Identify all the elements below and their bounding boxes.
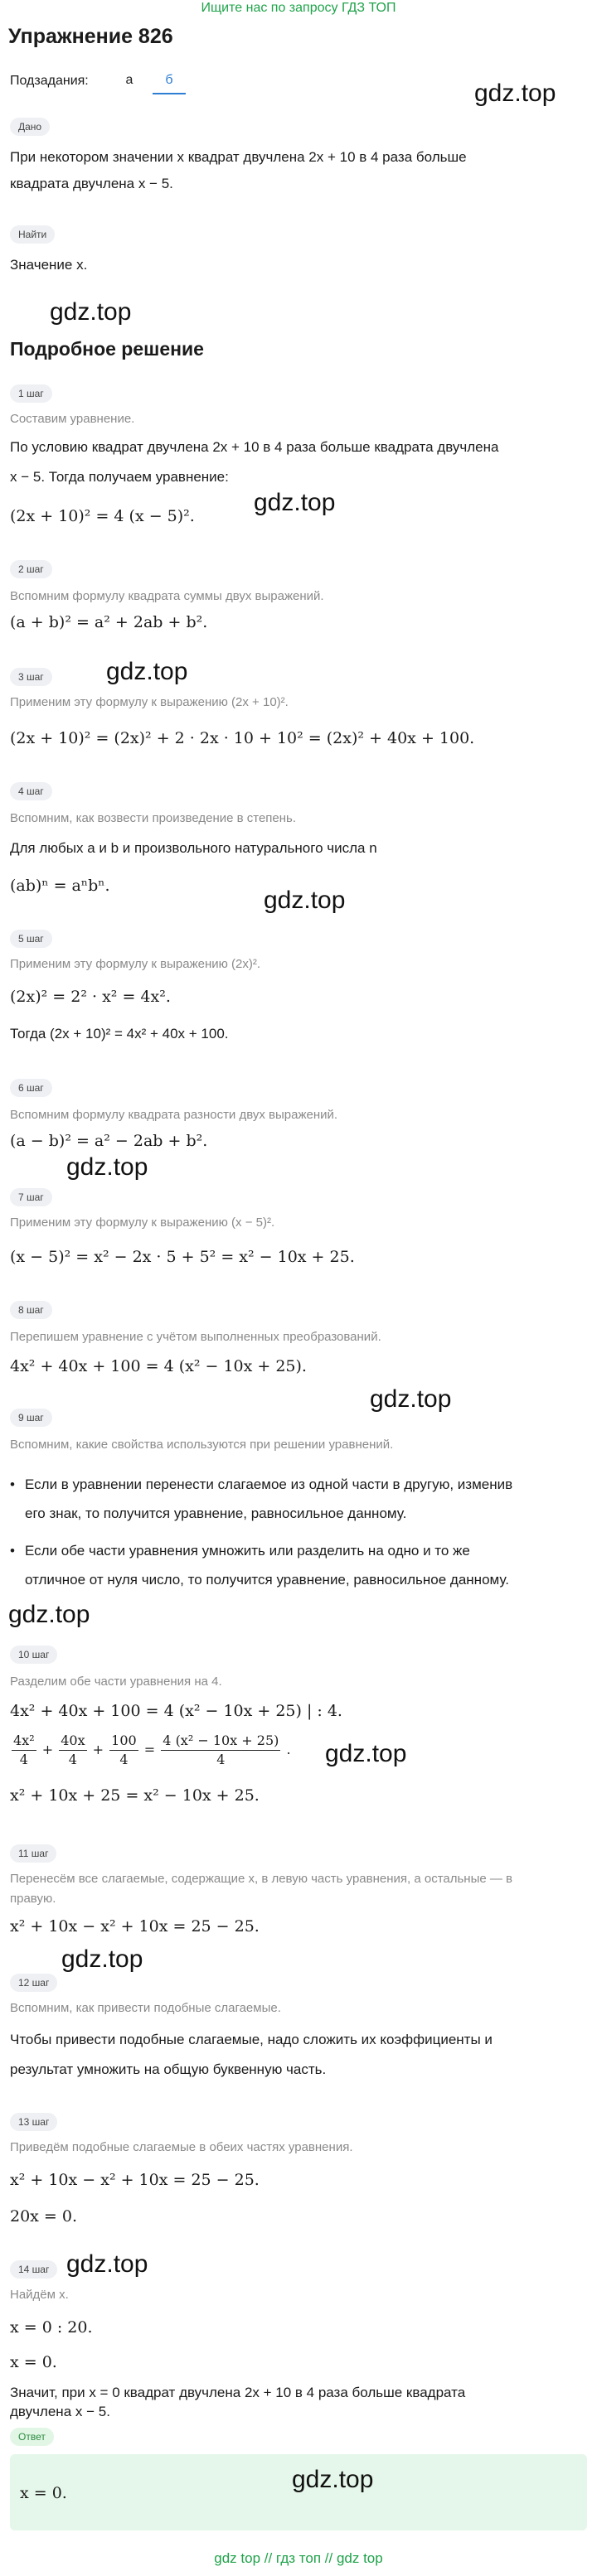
step-formula: x² + 10x − x² + 10x = 25 − 25.: [10, 1917, 260, 1936]
step-hint: Найдём x.: [10, 2288, 69, 2302]
watermark: gdz.top: [66, 1153, 148, 1181]
watermark: gdz.top: [66, 2250, 148, 2278]
watermark: gdz.top: [325, 1740, 407, 1767]
step-formula: x = 0 : 20.: [10, 2318, 93, 2337]
find-pill: Найти: [10, 225, 55, 244]
step-formula: (2x + 10)² = (2x)² + 2 · 2x · 10 + 10² = (2x)² + 40x + 100.: [10, 729, 475, 747]
step-formula: x = 0.: [10, 2353, 57, 2371]
step-pill: 5 шаг: [10, 930, 52, 948]
step-pill: 8 шаг: [10, 1301, 52, 1319]
step-formula: 4x² + 40x + 100 = 4 (x² − 10x + 25) | : 4.: [10, 1702, 342, 1720]
watermark: gdz.top: [254, 489, 336, 516]
footer-links[interactable]: gdz top // гдз топ // gdz top: [214, 2550, 383, 2566]
step-hint: Приведём подобные слагаемые в обеих частях уравнения.: [10, 2140, 353, 2154]
step-text: Значит, при x = 0 квадрат двучлена 2x + 10 в 4 раза больше квадрата: [10, 2385, 466, 2400]
fraction-formula: $\frac{\text{4x²}}{4}$ + $\frac{40x}{4}$ + $\frac{100}{4}$ = $\frac{\text{4 (x² − 10x + 25)}}{4}$ .: [13, 1733, 291, 1767]
step-formula: x² + 10x − x² + 10x = 25 − 25.: [10, 2171, 260, 2189]
step-hint: Вспомним, как привести подобные слагаемые.: [10, 2001, 281, 2015]
step-hint: Вспомним формулу квадрата суммы двух выражений.: [10, 589, 324, 603]
rule-bullet: [25, 1470, 580, 1528]
watermark: gdz.top: [106, 658, 188, 685]
step-pill: 6 шаг: [10, 1079, 52, 1097]
rule-text: • Если обе части уравнения умножить или разделить на одно и то же: [25, 1543, 470, 1559]
step-pill: 7 шаг: [10, 1188, 52, 1206]
step-hint: Вспомним, как возвести произведение в степень.: [10, 811, 297, 825]
step-text: Чтобы привести подобные слагаемые, надо сложить их коэффициенты и: [10, 2032, 493, 2047]
step-hint: правую.: [10, 1892, 56, 1906]
tab-a[interactable]: а: [125, 73, 133, 87]
step-text: Тогда (2x + 10)² = 4x² + 40x + 100.: [10, 1026, 229, 1042]
rule-text: его знак, то получится уравнение, равносильное данному.: [25, 1505, 407, 1521]
step-hint: Перепишем уравнение с учётом выполненных преобразований.: [10, 1330, 381, 1344]
step-text: Для любых a и b и произвольного натурального числа n: [10, 840, 377, 856]
step-formula: (2x)² = 2² · x² = 4x².: [10, 988, 171, 1006]
given-line-2: квадрата двучлена x − 5.: [10, 176, 173, 191]
step-hint: Вспомним, какие свойства используются при решении уравнений.: [10, 1438, 394, 1452]
step-hint: Применим эту формулу к выражению (x − 5)².: [10, 1216, 275, 1230]
fraction: $\frac{100}{4}$: [111, 1733, 137, 1767]
fraction: $\frac{40x}{4}$: [61, 1733, 85, 1767]
watermark: gdz.top: [292, 2466, 374, 2493]
step-formula: 20x = 0.: [10, 2207, 78, 2226]
step-hint: Перенесём все слагаемые, содержащие x, в левую часть уравнения, а остальные — в: [10, 1872, 513, 1886]
fraction: $\frac{\text{4 (x² − 10x + 25)}}{4}$: [163, 1733, 279, 1767]
watermark: gdz.top: [8, 1601, 90, 1628]
step-hint: Разделим обе части уравнения на 4.: [10, 1675, 222, 1689]
top-banner[interactable]: Ищите нас по запросу ГДЗ ТОП: [201, 1, 396, 15]
step-pill: 4 шаг: [10, 782, 52, 800]
step-formula: (2x + 10)² = 4 (x − 5)².: [10, 507, 195, 525]
step-text: результат умножить на общую буквенную часть.: [10, 2061, 327, 2077]
step-text: По условию квадрат двучлена 2x + 10 в 4 раза больше квадрата двучлена: [10, 439, 499, 455]
given-line-1: При некотором значении x квадрат двучлена 2x + 10 в 4 раза больше: [10, 149, 467, 165]
watermark: gdz.top: [474, 80, 556, 107]
given-pill: Дано: [10, 118, 50, 136]
step-formula: (x − 5)² = x² − 2x · 5 + 5² = x² − 10x + 25.: [10, 1248, 355, 1266]
rule-text: • Если в уравнении перенести слагаемое из одной части в другую, изменив: [25, 1476, 513, 1492]
rule-text: отличное от нуля число, то получится уравнение, равносильное данному.: [25, 1572, 509, 1588]
step-pill: 9 шаг: [10, 1409, 52, 1427]
watermark: gdz.top: [370, 1385, 452, 1413]
solution-title: Подробное решение: [10, 338, 204, 360]
tab-b[interactable]: б: [153, 70, 186, 94]
step-text: двучлена x − 5.: [10, 2404, 110, 2419]
watermark: gdz.top: [61, 1945, 143, 1973]
step-pill: 10 шаг: [10, 1646, 57, 1664]
step-pill: 13 шаг: [10, 2113, 57, 2131]
watermark: gdz.top: [50, 298, 132, 326]
step-pill: 12 шаг: [10, 1974, 57, 1992]
step-formula: x² + 10x + 25 = x² − 10x + 25.: [10, 1786, 260, 1805]
subtasks-label: Подзадания:: [10, 74, 89, 88]
answer-formula: x = 0.: [20, 2484, 67, 2502]
step-formula: (ab)ⁿ = aⁿbⁿ.: [10, 877, 110, 895]
step-pill: 3 шаг: [10, 668, 52, 686]
fraction: $\frac{\text{4x²}}{4}$: [13, 1733, 35, 1767]
answer-pill: Ответ: [10, 2428, 54, 2446]
step-formula: (a + b)² = a² + 2ab + b².: [10, 613, 208, 631]
step-text: x − 5. Тогда получаем уравнение:: [10, 469, 229, 485]
page-title: Упражнение 826: [8, 25, 173, 48]
step-formula: (a − b)² = a² − 2ab + b².: [10, 1132, 208, 1150]
step-pill: 14 шаг: [10, 2260, 57, 2279]
watermark: gdz.top: [264, 887, 346, 914]
find-text: Значение x.: [10, 257, 88, 273]
rule-bullet: [25, 1536, 580, 1594]
step-hint: Составим уравнение.: [10, 412, 135, 426]
step-hint: Вспомним формулу квадрата разности двух выражений.: [10, 1108, 338, 1122]
step-hint: Применим эту формулу к выражению (2x)².: [10, 957, 261, 971]
step-formula: 4x² + 40x + 100 = 4 (x² − 10x + 25).: [10, 1357, 307, 1375]
step-pill: 11 шаг: [10, 1844, 56, 1863]
step-pill: 1 шаг: [10, 384, 52, 403]
answer-box: [10, 2454, 587, 2530]
step-pill: 2 шаг: [10, 560, 52, 578]
step-hint: Применим эту формулу к выражению (2x + 10)².: [10, 695, 289, 709]
